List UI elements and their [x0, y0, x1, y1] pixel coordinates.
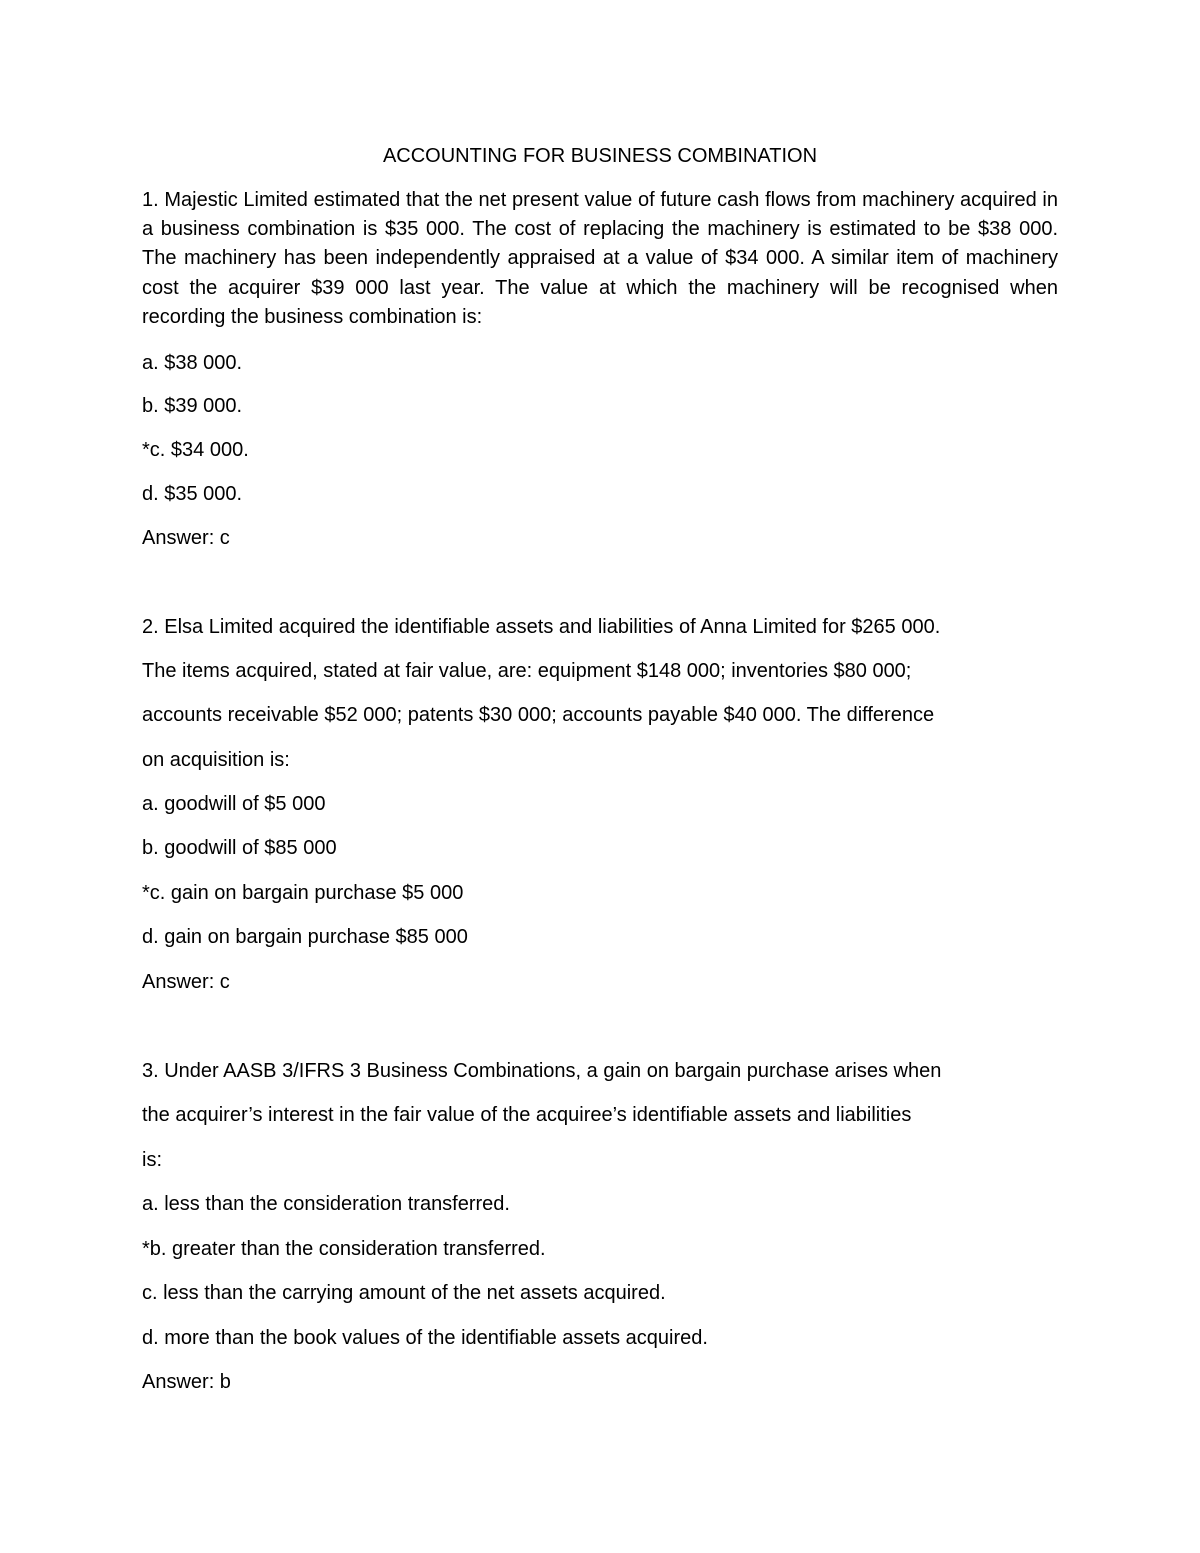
question-2-option-c: *c. gain on bargain purchase $5 000: [142, 882, 464, 904]
question-3-option-a: a. less than the consideration transferred.: [142, 1193, 510, 1215]
question-2-stem-line-3: accounts receivable $52 000; patents $30 000; accounts payable $40 000. The difference: [142, 704, 935, 726]
question-3-option-d: d. more than the book values of the identifiable assets acquired.: [142, 1327, 708, 1349]
question-2-option-d: d. gain on bargain purchase $85 000: [142, 926, 468, 948]
question-2-option-a: a. goodwill of $5 000: [142, 793, 326, 815]
question-1-option-c: *c. $34 000.: [142, 439, 249, 461]
question-2-answer: Answer: c: [142, 971, 230, 993]
document-title: ACCOUNTING FOR BUSINESS COMBINATION: [382, 145, 818, 167]
question-2-option-b: b. goodwill of $85 000: [142, 837, 337, 859]
question-3-stem-line-3: is:: [142, 1149, 162, 1171]
question-3-stem-line-2: the acquirer’s interest in the fair value of the acquiree’s identifiable assets and liabilities: [142, 1104, 912, 1126]
question-1-option-a: a. $38 000.: [142, 352, 243, 374]
question-3-option-b: *b. greater than the consideration transferred.: [142, 1238, 546, 1260]
question-2-stem-line-4: on acquisition is:: [142, 749, 290, 771]
question-3-answer: Answer: b: [142, 1371, 231, 1393]
question-2-stem-line-2: The items acquired, stated at fair value, are: equipment $148 000; inventories $80 000;: [142, 660, 912, 682]
question-1-option-b: b. $39 000.: [142, 395, 243, 417]
question-1-stem: 1. Majestic Limited estimated that the net present value of future cash flows from machinery acquired in a business combination is $35 000. The cost of replacing the machinery is estimated to be $38 000. The machinery has been independently appraised at a value of $34 000. A similar item of machinery cost the acquirer $39 000 last year. The value at which the machinery will be recognised when recording the business combination is:: [142, 189, 1058, 328]
question-1-option-d: d. $35 000.: [142, 483, 243, 505]
question-1-answer: Answer: c: [142, 527, 230, 549]
question-2-stem-line-1: 2. Elsa Limited acquired the identifiable assets and liabilities of Anna Limited for $265 000.: [142, 616, 941, 638]
question-3-stem-line-1: 3. Under AASB 3/IFRS 3 Business Combinations, a gain on bargain purchase arises when: [142, 1060, 942, 1082]
question-3-option-c: c. less than the carrying amount of the net assets acquired.: [142, 1282, 666, 1304]
